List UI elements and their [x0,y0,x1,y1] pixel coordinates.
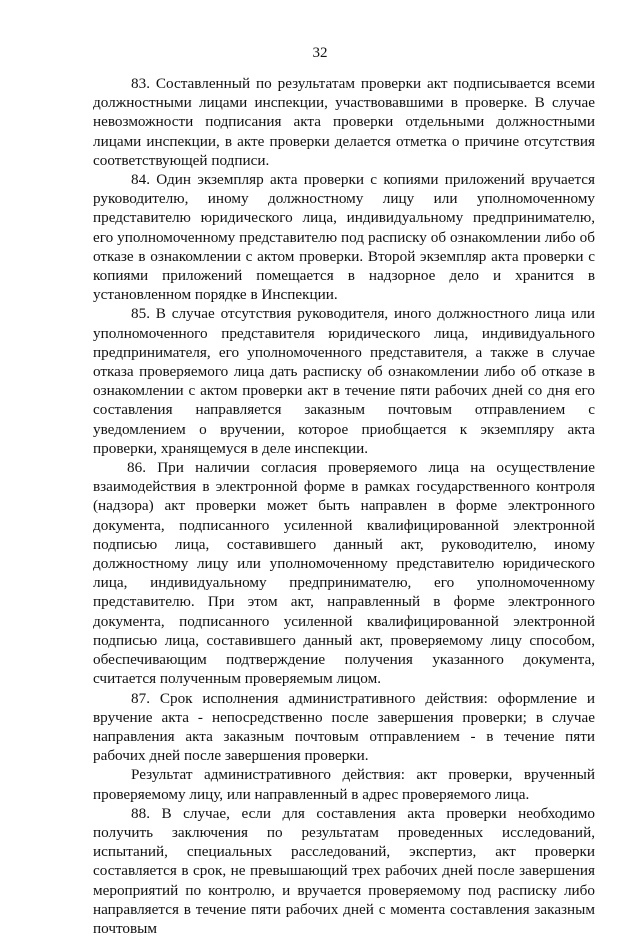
paragraph-85: 85. В случае отсутствия руководителя, иного должностного лица или уполномоченного представителя юридического лица, индивидуального предпринимателя, его уполномоченного представителя, а также в случае отказа проверяемого лица дать расписку об ознакомлении либо об отказе в ознакомлении с актом проверки акт в течение пяти рабочих дней со дня его составления направляется заказным почтовым отправлением с уведомлением о вручении, которое приобщается к экземпляру акта проверки, хранящемуся в деле инспекции. [93,305,595,457]
body-text [93,74,595,938]
paragraph-87: 87. Срок исполнения административного действия: оформление и вручение акта - непосредственно после завершения проверки; в случае направления акта заказным почтовым отправлением - в течение пяти рабочих дней после завершения проверки. [93,689,595,765]
paragraph-88: 88. В случае, если для составления акта проверки необходимо получить заключения по результатам проведенных исследований, испытаний, специальных расследований, экспертиз, акт проверки составляется в срок, не превышающий трех рабочих дней после завершения мероприятий по контролю, и вручается проверяемому под расписку либо направляется в течение пяти рабочих дней с момента составления заказным почтовым [93,804,595,937]
paragraph-83: 83. Составленный по результатам проверки акт подписывается всеми должностными лицами инспекции, участвовавшими в проверке. В случае невозможности подписания акта проверки отдельными должностными лицами инспекции, в акте проверки делается отметка о причине отсутствия соответствующей подписи. [93,75,595,169]
paragraph-result: Результат административного действия: акт проверки, врученный проверяемому лицу, или направленный в адрес проверяемого лица. [93,766,595,803]
page-number: 32 [312,45,328,61]
paragraph-84: 84. Один экземпляр акта проверки с копиями приложений вручается руководителю, иному должностному лицу или уполномоченному представителю юридического лица, индивидуальному предпринимателю, его уполномоченному представителю под расписку об ознакомлении либо об отказе в ознакомлении с актом проверки. Второй экземпляр акта проверки с копиями приложений помещается в надзорное дело и хранится в установленном порядке в Инспекции. [93,171,595,304]
paragraph-86: 86. При наличии согласия проверяемого лица на осуществление взаимодействия в электронной форме в рамках государственного контроля (надзора) акт проверки может быть направлен в форме электронного документа, подписанного усиленной квалифицированной электронной подписью лица, составившего данный акт, руководителю, иному должностному лицу или уполномоченному представителю юридического лица, индивидуальному предпринимателю, его уполномоченному представителю. При этом акт, направленный в форме электронного документа, подписанного усиленной квалифицированной электронной подписью лица, составившего данный акт, проверяемому лицу способом, обеспечивающим подтверждение получения указанного документа, считается полученным проверяемым лицом. [93,459,595,688]
